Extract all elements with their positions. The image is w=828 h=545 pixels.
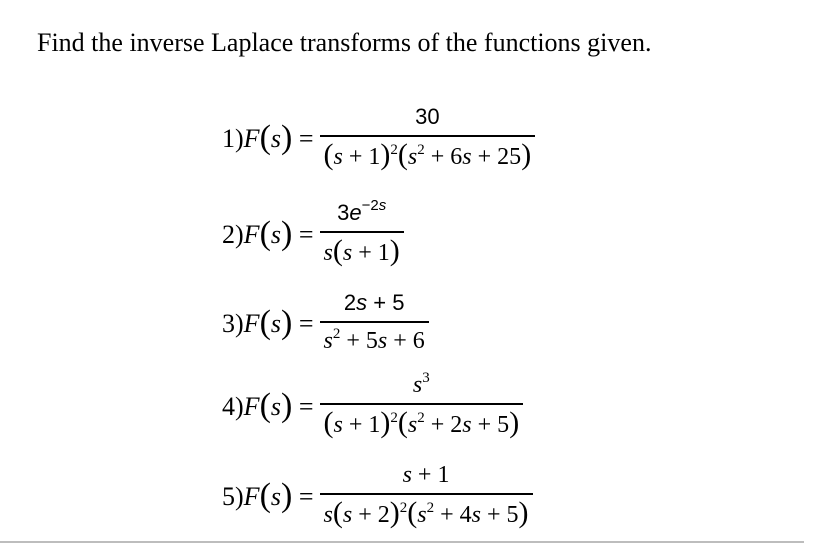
- fraction-bar: [320, 403, 524, 405]
- fraction-bar: [320, 135, 536, 137]
- equation-1: [222, 102, 535, 172]
- equation-2-label: 2): [222, 219, 244, 249]
- equation-5-label: 5): [222, 481, 244, 511]
- problem-instructions: Find the inverse Laplace transforms of the functions given.: [37, 28, 652, 57]
- equation-1-fraction: [320, 102, 536, 172]
- equation-4-label: 4): [222, 391, 244, 421]
- fraction-bar: [320, 493, 533, 495]
- fraction-bar: [320, 321, 429, 323]
- equation-2-lhs: 2)F(s) =: [222, 214, 314, 252]
- equation-2-fraction: [320, 198, 404, 268]
- equation-3-lhs: 3)F(s) =: [222, 303, 314, 341]
- equation-3-numerator: 2s + 5: [343, 290, 405, 315]
- equation-2: [222, 198, 404, 268]
- equation-3-denominator: $s^2 + 5s + 6$: [323, 325, 425, 354]
- equation-5-numerator: s + 1: [402, 462, 450, 488]
- equation-4-lhs: 4)F(s) =: [222, 386, 314, 424]
- equation-5-lhs: 5)F(s) =: [222, 476, 314, 514]
- fraction-bar: [320, 231, 404, 233]
- equation-2-denominator: s(s + 1): [323, 233, 400, 267]
- equation-4-fraction: [320, 370, 524, 440]
- equation-3-label: 3): [222, 308, 244, 338]
- equation-4-denominator: $(s + 1)^2(s^2 + 2s + 5)$: [323, 405, 520, 439]
- equation-1-label: 1): [222, 123, 244, 153]
- equation-5: [222, 460, 533, 530]
- equation-3: [222, 288, 429, 356]
- equation-1-lhs: 1)F(s) =: [222, 118, 314, 156]
- equation-5-denominator: $s(s + 2)^2(s^2 + 4s + 5)$: [323, 495, 529, 529]
- equation-1-denominator: $(s + 1)^2(s^2 + 6s + 25)$: [323, 137, 532, 171]
- equation-4-numerator: $s^3$: [412, 370, 430, 398]
- equation-3-fraction: [320, 288, 429, 356]
- bottom-divider: [0, 541, 804, 543]
- equation-4: [222, 370, 523, 440]
- equation-2-numerator: $3e^{-2s}$: [337, 197, 387, 225]
- equation-5-fraction: [320, 460, 533, 530]
- equation-1-numerator: 30: [415, 104, 440, 129]
